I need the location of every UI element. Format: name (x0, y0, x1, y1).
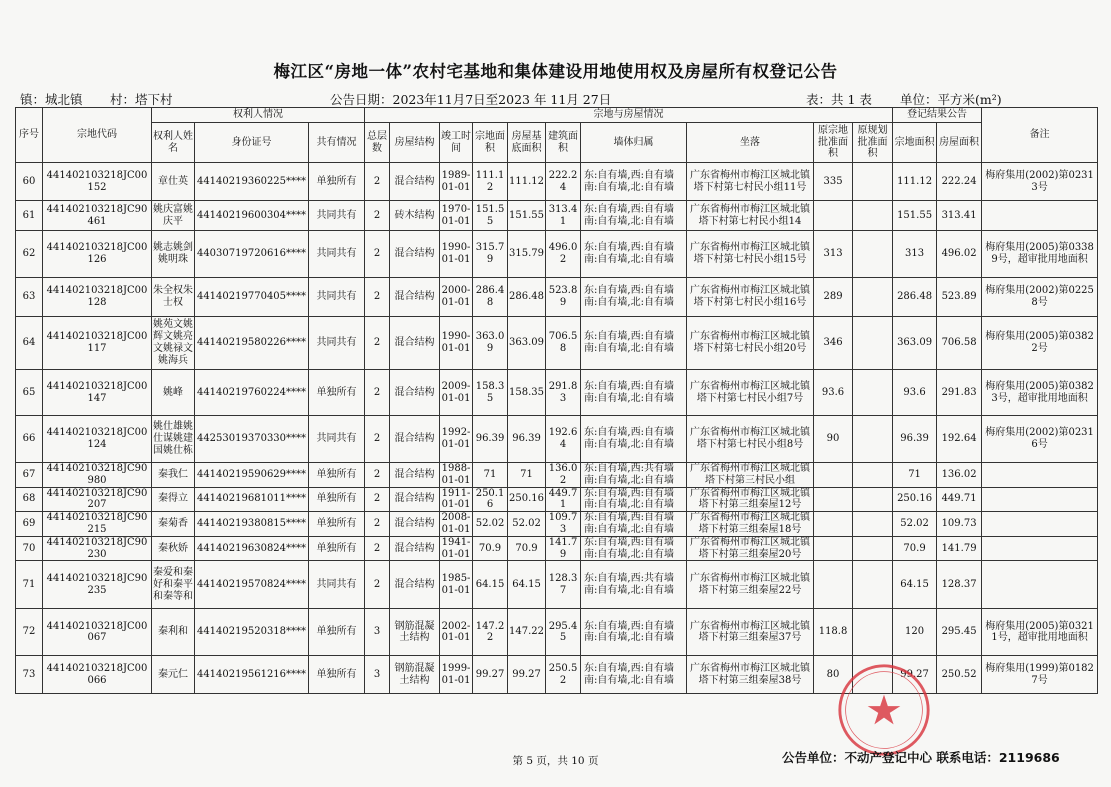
cell-land-area: 363.09 (473, 317, 508, 370)
cell-land-area: 111.12 (473, 163, 508, 201)
cell-id-no: 44140219590629**** (195, 463, 309, 488)
cell-share: 共同共有 (309, 317, 365, 370)
cell-floors: 2 (365, 416, 390, 463)
cell-structure: 砖木结构 (390, 201, 440, 231)
header-base-area: 房屋基底面积 (508, 123, 546, 163)
cell-walls: 东:自有墙,西:自有墙南:自有墙,北:自有墙 (581, 609, 687, 656)
cell-remark (982, 487, 1098, 512)
cell-seq: 67 (16, 463, 43, 488)
cell-orig-approved (814, 487, 853, 512)
header-res-land: 宗地面积 (893, 123, 937, 163)
cell-land-area: 52.02 (473, 512, 508, 537)
cell-seq: 71 (16, 561, 43, 609)
cell-orig-approved (814, 536, 853, 561)
cell-seq: 70 (16, 536, 43, 561)
cell-res-land: 99.27 (893, 656, 937, 694)
cell-remark: 梅府集用(2005)第03211号，超审批用地面积 (982, 609, 1098, 656)
cell-location: 广东省梅州市梅江区城北镇塔下村第三组秦屋18号 (687, 512, 814, 537)
cell-plan-approved (853, 163, 893, 201)
cell-res-land: 286.48 (893, 278, 937, 317)
meta-sheet: 表：共 1 表 (806, 92, 872, 107)
cell-id-no: 44140219561216**** (195, 656, 309, 694)
cell-plan-approved (853, 317, 893, 370)
cell-structure: 混合结构 (390, 536, 440, 561)
cell-orig-approved: 335 (814, 163, 853, 201)
header-row-groups (16, 108, 1098, 123)
cell-completed: 1970-01-01 (440, 201, 473, 231)
cell-walls: 东:自有墙,西:自有墙南:自有墙,北:自有墙 (581, 201, 687, 231)
cell-owner-name: 姚仕雄姚仕谋姚建国姚仕栋 (152, 416, 195, 463)
cell-code: 441402103218JC00117 (43, 317, 152, 370)
cell-seq: 68 (16, 487, 43, 512)
cell-res-land: 363.09 (893, 317, 937, 370)
cell-res-land: 120 (893, 609, 937, 656)
cell-seq: 69 (16, 512, 43, 537)
cell-res-land: 52.02 (893, 512, 937, 537)
cell-seq: 62 (16, 231, 43, 278)
cell-res-land: 93.6 (893, 370, 937, 416)
cell-code: 441402103218JC00124 (43, 416, 152, 463)
cell-completed: 1990-01-01 (440, 317, 473, 370)
cell-remark: 梅府集用(1999)第01827号 (982, 656, 1098, 694)
cell-res-house: 496.02 (937, 231, 982, 278)
cell-orig-approved (814, 561, 853, 609)
cell-share: 单独所有 (309, 512, 365, 537)
cell-id-no: 44140219760224**** (195, 370, 309, 416)
header-remark: 备注 (982, 108, 1098, 163)
cell-orig-approved: 313 (814, 231, 853, 278)
cell-code: 441402103218JC90235 (43, 561, 152, 609)
cell-base-area: 71 (508, 463, 546, 488)
header-land-area: 宗地面积 (473, 123, 508, 163)
cell-code: 441402103218JC90207 (43, 487, 152, 512)
cell-floors: 2 (365, 231, 390, 278)
cell-owner-name: 秦元仁 (152, 656, 195, 694)
cell-seq: 66 (16, 416, 43, 463)
cell-res-land: 151.55 (893, 201, 937, 231)
cell-structure: 混合结构 (390, 487, 440, 512)
cell-id-no: 44140219570824**** (195, 561, 309, 609)
cell-owner-name: 秦秋娇 (152, 536, 195, 561)
cell-structure: 混合结构 (390, 317, 440, 370)
cell-plan-approved (853, 370, 893, 416)
cell-base-area: 64.15 (508, 561, 546, 609)
cell-share: 共同共有 (309, 561, 365, 609)
issuing-unit: 公告单位：不动产登记中心 联系电话：2119686 (782, 750, 1060, 765)
table-row (16, 487, 1098, 512)
cell-seq: 60 (16, 163, 43, 201)
cell-res-land: 71 (893, 463, 937, 488)
cell-share: 单独所有 (309, 536, 365, 561)
cell-code: 441402103218JC00152 (43, 163, 152, 201)
cell-completed: 1992-01-01 (440, 416, 473, 463)
cell-id-no: 44140219600304**** (195, 201, 309, 231)
cell-id-no: 44140219770405**** (195, 278, 309, 317)
table-row (16, 370, 1098, 416)
cell-code: 441402103218JC00128 (43, 278, 152, 317)
cell-land-area: 250.16 (473, 487, 508, 512)
header-result-group: 登记结果公告 (893, 108, 982, 123)
header-floors: 总层数 (365, 123, 390, 163)
header-completed: 竣工时间 (440, 123, 473, 163)
cell-land-area: 151.55 (473, 201, 508, 231)
cell-walls: 东:自有墙,西:自有墙南:自有墙,北:自有墙 (581, 656, 687, 694)
header-plan-approved: 原规划批准面积 (853, 123, 893, 163)
cell-build-area: 706.58 (546, 317, 581, 370)
cell-res-house: 313.41 (937, 201, 982, 231)
cell-structure: 混合结构 (390, 278, 440, 317)
cell-structure: 钢筋混凝土结构 (390, 609, 440, 656)
cell-build-area: 136.02 (546, 463, 581, 488)
cell-land-area: 70.9 (473, 536, 508, 561)
cell-code: 441402103218JC90980 (43, 463, 152, 488)
table-body (16, 163, 1098, 694)
cell-location: 广东省梅州市梅江区城北镇塔下村第三组秦屋37号 (687, 609, 814, 656)
cell-res-land: 96.39 (893, 416, 937, 463)
cell-location: 广东省梅州市梅江区城北镇塔下村第三组秦屋38号 (687, 656, 814, 694)
cell-completed: 2002-01-01 (440, 609, 473, 656)
cell-walls: 东:自有墙,西:自有墙南:自有墙,北:自有墙 (581, 536, 687, 561)
cell-seq: 63 (16, 278, 43, 317)
cell-remark: 梅府集用(2002)第02316号 (982, 416, 1098, 463)
cell-owner-name: 姚苑文姚辉文姚亮文姚禄文姚海兵 (152, 317, 195, 370)
cell-owner-name: 秦得立 (152, 487, 195, 512)
cell-completed: 1911-01-01 (440, 487, 473, 512)
cell-res-land: 70.9 (893, 536, 937, 561)
cell-completed: 1989-01-01 (440, 163, 473, 201)
cell-code: 441402103218JC90461 (43, 201, 152, 231)
cell-share: 共同共有 (309, 231, 365, 278)
cell-completed: 2000-01-01 (440, 278, 473, 317)
cell-structure: 钢筋混凝土结构 (390, 656, 440, 694)
cell-id-no: 44140219681011**** (195, 487, 309, 512)
cell-res-house: 449.71 (937, 487, 982, 512)
cell-owner-name: 姚庆富姚庆平 (152, 201, 195, 231)
cell-floors: 2 (365, 278, 390, 317)
cell-location: 广东省梅州市梅江区城北镇塔下村第七村民小组11号 (687, 163, 814, 201)
cell-remark: 梅府集用(2005)第03822号 (982, 317, 1098, 370)
cell-floors: 3 (365, 656, 390, 694)
table-row (16, 278, 1098, 317)
cell-res-house: 109.73 (937, 512, 982, 537)
page-number: 第 5 页，共 10 页 (512, 755, 599, 767)
cell-completed: 1990-01-01 (440, 231, 473, 278)
cell-walls: 东:自有墙,西:自有墙南:自有墙,北:自有墙 (581, 370, 687, 416)
cell-location: 广东省梅州市梅江区城北镇塔下村第七村民小组20号 (687, 317, 814, 370)
cell-walls: 东:自有墙,西:自有墙南:自有墙,北:自有墙 (581, 231, 687, 278)
cell-floors: 2 (365, 487, 390, 512)
table-row (16, 231, 1098, 278)
cell-completed: 1999-01-01 (440, 656, 473, 694)
header-owner-group: 权利人情况 (152, 108, 365, 123)
header-orig-approved: 原宗地批准面积 (814, 123, 853, 163)
cell-plan-approved (853, 536, 893, 561)
table-row (16, 201, 1098, 231)
cell-base-area: 315.79 (508, 231, 546, 278)
cell-owner-name: 朱全权朱士权 (152, 278, 195, 317)
cell-location: 广东省梅州市梅江区城北镇塔下村第七村民小组8号 (687, 416, 814, 463)
cell-orig-approved: 93.6 (814, 370, 853, 416)
cell-share: 单独所有 (309, 370, 365, 416)
cell-plan-approved (853, 512, 893, 537)
cell-owner-name: 姚志姚剑姚明珠 (152, 231, 195, 278)
cell-base-area: 286.48 (508, 278, 546, 317)
cell-location: 广东省梅州市梅江区城北镇塔下村第七村民小组16号 (687, 278, 814, 317)
cell-orig-approved (814, 512, 853, 537)
meta-village: 村：塔下村 (110, 92, 173, 107)
cell-completed: 1988-01-01 (440, 463, 473, 488)
cell-share: 单独所有 (309, 656, 365, 694)
cell-res-land: 250.16 (893, 487, 937, 512)
cell-build-area: 250.52 (546, 656, 581, 694)
cell-floors: 2 (365, 463, 390, 488)
cell-share: 单独所有 (309, 609, 365, 656)
cell-build-area: 291.83 (546, 370, 581, 416)
cell-orig-approved: 346 (814, 317, 853, 370)
cell-build-area: 523.89 (546, 278, 581, 317)
cell-res-house: 192.64 (937, 416, 982, 463)
cell-location: 广东省梅州市梅江区城北镇塔下村第三村民小组 (687, 463, 814, 488)
cell-res-land: 111.12 (893, 163, 937, 201)
cell-res-house: 136.02 (937, 463, 982, 488)
cell-id-no: 44140219630824**** (195, 536, 309, 561)
cell-location: 广东省梅州市梅江区城北镇塔下村第七村民小组15号 (687, 231, 814, 278)
cell-share: 共同共有 (309, 416, 365, 463)
cell-share: 共同共有 (309, 201, 365, 231)
cell-remark: 梅府集用(2002)第02313号 (982, 163, 1098, 201)
cell-base-area: 99.27 (508, 656, 546, 694)
header-seq: 序号 (16, 108, 43, 163)
cell-completed: 2008-01-01 (440, 512, 473, 537)
cell-remark: 梅府集用(2005)第03823号，超审批用地面积 (982, 370, 1098, 416)
cell-plan-approved (853, 231, 893, 278)
meta-date: 公告日期：2023年11月7日至2023 年 11月 27日 (330, 92, 612, 107)
cell-floors: 2 (365, 512, 390, 537)
cell-plan-approved (853, 416, 893, 463)
cell-completed: 1941-01-01 (440, 536, 473, 561)
cell-floors: 2 (365, 317, 390, 370)
table-row (16, 463, 1098, 488)
header-location: 坐落 (687, 123, 814, 163)
registration-table (15, 107, 1098, 694)
header-id-no: 身份证号 (195, 123, 309, 163)
cell-structure: 混合结构 (390, 463, 440, 488)
cell-location: 广东省梅州市梅江区城北镇塔下村第三组秦屋12号 (687, 487, 814, 512)
header-owner-name: 权利人姓名 (152, 123, 195, 163)
cell-id-no: 44140219580226**** (195, 317, 309, 370)
cell-land-area: 286.48 (473, 278, 508, 317)
cell-remark (982, 561, 1098, 609)
cell-share: 单独所有 (309, 163, 365, 201)
cell-res-house: 291.83 (937, 370, 982, 416)
cell-id-no: 44140219380815**** (195, 512, 309, 537)
cell-orig-approved: 118.8 (814, 609, 853, 656)
cell-owner-name: 秦爱和秦好和秦平和秦等和 (152, 561, 195, 609)
table-row (16, 536, 1098, 561)
cell-orig-approved: 90 (814, 416, 853, 463)
cell-owner-name: 秦菊香 (152, 512, 195, 537)
table-row (16, 609, 1098, 656)
cell-land-area: 64.15 (473, 561, 508, 609)
cell-seq: 64 (16, 317, 43, 370)
table-row (16, 416, 1098, 463)
header-structure: 房屋结构 (390, 123, 440, 163)
cell-base-area: 111.12 (508, 163, 546, 201)
cell-code: 441402103218JC90230 (43, 536, 152, 561)
cell-structure: 混合结构 (390, 416, 440, 463)
cell-seq: 72 (16, 609, 43, 656)
cell-floors: 2 (365, 201, 390, 231)
meta-unit: 单位：平方米(m²) (900, 92, 1002, 107)
cell-remark: 梅府集用(2002)第02258号 (982, 278, 1098, 317)
cell-res-house: 706.58 (937, 317, 982, 370)
cell-build-area: 222.24 (546, 163, 581, 201)
header-res-house: 房屋面积 (937, 123, 982, 163)
cell-completed: 2009-01-01 (440, 370, 473, 416)
cell-res-house: 222.24 (937, 163, 982, 201)
header-walls: 墙体归属 (581, 123, 687, 163)
header-build-area: 建筑面积 (546, 123, 581, 163)
cell-seq: 73 (16, 656, 43, 694)
cell-plan-approved (853, 278, 893, 317)
cell-location: 广东省梅州市梅江区城北镇塔下村第三组秦屋22号 (687, 561, 814, 609)
cell-build-area: 141.79 (546, 536, 581, 561)
cell-build-area: 192.64 (546, 416, 581, 463)
cell-orig-approved (814, 201, 853, 231)
cell-completed: 1985-01-01 (440, 561, 473, 609)
header-share: 共有情况 (309, 123, 365, 163)
cell-orig-approved (814, 463, 853, 488)
cell-res-house: 128.37 (937, 561, 982, 609)
cell-remark: 梅府集用(2005)第03389号，超审批用地面积 (982, 231, 1098, 278)
cell-base-area: 147.22 (508, 609, 546, 656)
cell-structure: 混合结构 (390, 231, 440, 278)
cell-build-area: 449.71 (546, 487, 581, 512)
cell-share: 单独所有 (309, 487, 365, 512)
cell-walls: 东:自有墙,西:自有墙南:自有墙,北:自有墙 (581, 163, 687, 201)
cell-base-area: 250.16 (508, 487, 546, 512)
cell-owner-name: 秦我仁 (152, 463, 195, 488)
cell-base-area: 158.35 (508, 370, 546, 416)
cell-base-area: 52.02 (508, 512, 546, 537)
cell-floors: 3 (365, 609, 390, 656)
cell-owner-name: 章仕英 (152, 163, 195, 201)
header-code: 宗地代码 (43, 108, 152, 163)
cell-location: 广东省梅州市梅江区城北镇塔下村第七村民小组14 (687, 201, 814, 231)
header-row-columns (16, 123, 1098, 163)
cell-build-area: 496.02 (546, 231, 581, 278)
cell-base-area: 96.39 (508, 416, 546, 463)
official-seal (836, 662, 932, 758)
cell-plan-approved (853, 609, 893, 656)
cell-walls: 东:自有墙,西:共有墙南:自有墙,北:自有墙 (581, 463, 687, 488)
cell-id-no: 44140219520318**** (195, 609, 309, 656)
cell-plan-approved (853, 463, 893, 488)
cell-structure: 混合结构 (390, 370, 440, 416)
cell-remark (982, 512, 1098, 537)
cell-base-area: 151.55 (508, 201, 546, 231)
cell-code: 441402103218JC90215 (43, 512, 152, 537)
table-row (16, 163, 1098, 201)
table-row (16, 512, 1098, 537)
cell-plan-approved (853, 561, 893, 609)
cell-structure: 混合结构 (390, 163, 440, 201)
cell-build-area: 313.41 (546, 201, 581, 231)
cell-land-area: 99.27 (473, 656, 508, 694)
cell-walls: 东:自有墙,西:自有墙南:自有墙,北:自有墙 (581, 278, 687, 317)
cell-walls: 东:自有墙,西:共有墙南:自有墙,北:自有墙 (581, 561, 687, 609)
cell-structure: 混合结构 (390, 512, 440, 537)
table-row (16, 317, 1098, 370)
cell-walls: 东:自有墙,西:自有墙南:自有墙,北:自有墙 (581, 487, 687, 512)
cell-walls: 东:自有墙,西:自有墙南:自有墙,北:自有墙 (581, 416, 687, 463)
cell-land-area: 158.35 (473, 370, 508, 416)
cell-floors: 2 (365, 370, 390, 416)
cell-base-area: 70.9 (508, 536, 546, 561)
cell-floors: 2 (365, 163, 390, 201)
page-title: 梅江区“房地一体”农村宅基地和集体建设用地使用权及房屋所有权登记公告 (273, 62, 838, 81)
cell-id-no: 44030719720616**** (195, 231, 309, 278)
cell-code: 441402103218JC00067 (43, 609, 152, 656)
cell-walls: 东:自有墙,西:自有墙南:自有墙,北:自有墙 (581, 317, 687, 370)
cell-base-area: 363.09 (508, 317, 546, 370)
cell-code: 441402103218JC00126 (43, 231, 152, 278)
cell-plan-approved (853, 487, 893, 512)
cell-code: 441402103218JC00147 (43, 370, 152, 416)
cell-seq: 61 (16, 201, 43, 231)
cell-seq: 65 (16, 370, 43, 416)
cell-owner-name: 秦利和 (152, 609, 195, 656)
cell-land-area: 147.22 (473, 609, 508, 656)
cell-build-area: 128.37 (546, 561, 581, 609)
cell-structure: 混合结构 (390, 561, 440, 609)
cell-land-area: 71 (473, 463, 508, 488)
cell-code: 441402103218JC00066 (43, 656, 152, 694)
cell-land-area: 315.79 (473, 231, 508, 278)
table-row (16, 561, 1098, 609)
cell-location: 广东省梅州市梅江区城北镇塔下村第七村民小组7号 (687, 370, 814, 416)
cell-remark (982, 463, 1098, 488)
cell-location: 广东省梅州市梅江区城北镇塔下村第三组秦屋20号 (687, 536, 814, 561)
cell-res-land: 313 (893, 231, 937, 278)
cell-walls: 东:自有墙,西:自有墙南:自有墙,北:自有墙 (581, 512, 687, 537)
cell-land-area: 96.39 (473, 416, 508, 463)
cell-res-house: 141.79 (937, 536, 982, 561)
header-land-group: 宗地与房屋情况 (365, 108, 893, 123)
cell-build-area: 295.45 (546, 609, 581, 656)
cell-id-no: 44140219360225**** (195, 163, 309, 201)
cell-share: 单独所有 (309, 463, 365, 488)
cell-res-house: 523.89 (937, 278, 982, 317)
cell-remark (982, 201, 1098, 231)
cell-owner-name: 姚峰 (152, 370, 195, 416)
cell-floors: 2 (365, 536, 390, 561)
cell-orig-approved: 289 (814, 278, 853, 317)
cell-plan-approved (853, 201, 893, 231)
cell-res-house: 250.52 (937, 656, 982, 694)
cell-floors: 2 (365, 561, 390, 609)
cell-build-area: 109.73 (546, 512, 581, 537)
meta-town: 镇：城北镇 (20, 92, 83, 107)
cell-remark (982, 536, 1098, 561)
cell-share: 共同共有 (309, 278, 365, 317)
cell-res-land: 64.15 (893, 561, 937, 609)
cell-orig-approved: 80 (814, 656, 853, 694)
cell-res-house: 295.45 (937, 609, 982, 656)
cell-id-no: 44253019370330**** (195, 416, 309, 463)
table-row (16, 656, 1098, 694)
